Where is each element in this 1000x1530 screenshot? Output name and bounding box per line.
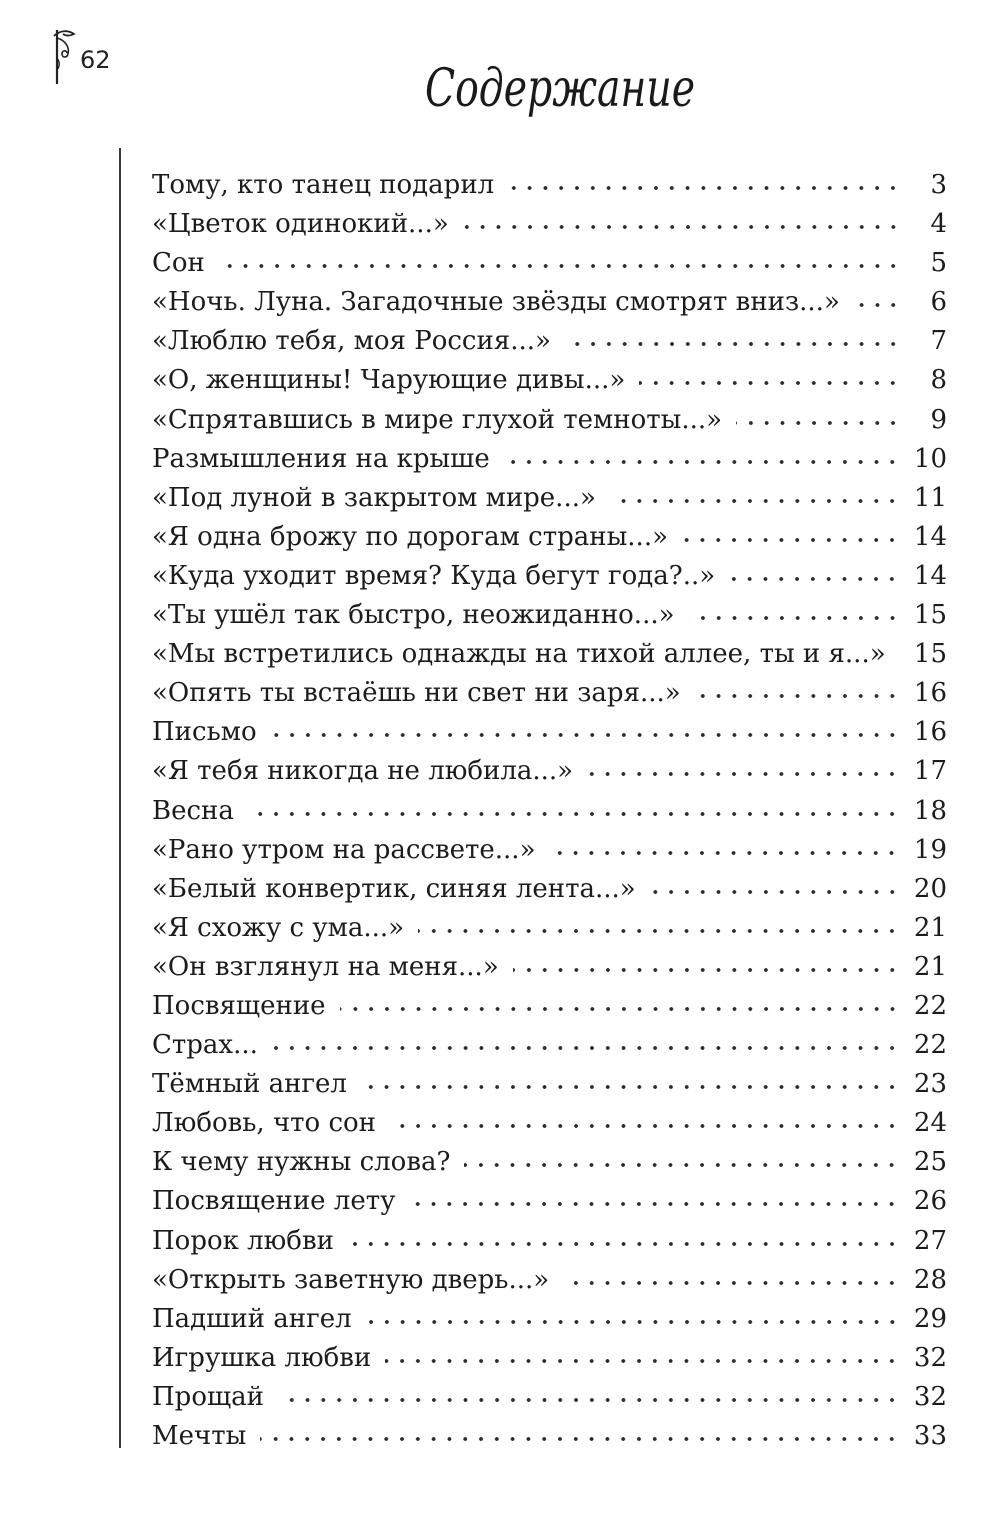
toc-entry-title: «Я тебя никогда не любила...» [152, 756, 574, 787]
toc-entry[interactable] [152, 1417, 947, 1456]
toc-entry[interactable] [152, 205, 947, 244]
toc-entry[interactable] [152, 596, 947, 635]
toc-entry-title: «Белый конвертик, синяя лента...» [152, 873, 636, 904]
toc-entry-title: Мечты [152, 1421, 247, 1451]
toc-entry-title: «Под луной в закрытом мире...» [152, 482, 596, 513]
toc-entry[interactable] [152, 1222, 947, 1261]
toc-entry[interactable] [152, 518, 947, 557]
dot-leader [587, 770, 900, 778]
toc-entry-page: 6 [930, 287, 947, 318]
dot-leader [464, 1161, 900, 1169]
toc-entry-page: 29 [913, 1303, 947, 1334]
dot-leader [565, 340, 901, 348]
dot-leader [385, 1357, 900, 1365]
toc-entry[interactable] [152, 1143, 947, 1182]
toc-entry[interactable] [152, 401, 947, 440]
toc-entry-page: 16 [913, 717, 947, 748]
toc-entry-page: 19 [913, 834, 947, 865]
toc-entry[interactable] [152, 1026, 947, 1065]
toc-entry[interactable] [152, 1065, 947, 1104]
toc-entry[interactable] [152, 674, 947, 713]
dot-leader [513, 966, 900, 974]
toc-entry-title: «Опять ты встаёшь ни свет ни заря...» [152, 678, 681, 709]
toc-entry-title: «Открыть заветную дверь...» [152, 1264, 550, 1295]
toc-entry-title: «Ночь. Луна. Загадочные звёзды смотрят вниз...» [152, 287, 840, 318]
dot-leader [260, 1435, 900, 1443]
toc-entry-title: «Рано утром на рассвете...» [152, 834, 536, 865]
dot-leader [340, 1005, 900, 1013]
dot-leader [504, 458, 900, 466]
toc-entry-title: Сон [152, 248, 205, 279]
page-header [52, 28, 122, 88]
page-title [415, 40, 715, 130]
toc-entry-title: Весна [152, 795, 234, 826]
dot-leader [729, 575, 900, 583]
vertical-rule [119, 148, 121, 1448]
dot-leader [650, 888, 900, 896]
toc-entry[interactable] [152, 244, 947, 283]
toc-entry-page: 26 [913, 1186, 947, 1217]
dot-leader [689, 614, 900, 622]
dot-leader [639, 379, 901, 387]
dot-leader [272, 1044, 900, 1052]
toc-entry-page: 11 [913, 482, 947, 513]
toc-entry[interactable] [152, 1104, 947, 1143]
corner-ornament-icon [52, 28, 78, 86]
toc-entry[interactable] [152, 987, 947, 1026]
dot-leader [854, 301, 901, 309]
toc-entry-page: 21 [913, 951, 947, 982]
toc-entry-title: «Люблю тебя, моя Россия...» [152, 326, 551, 357]
toc-entry-title: Посвящение [152, 990, 326, 1021]
dot-leader [409, 1200, 900, 1208]
toc-entry-title: Письмо [152, 717, 257, 748]
toc-entry-page: 23 [913, 1069, 947, 1100]
toc-entry-page: 20 [913, 873, 947, 904]
toc-entry[interactable] [152, 283, 947, 322]
toc-entry-title: «Я схожу с ума...» [152, 912, 405, 943]
toc-entry-title: «Ты ушёл так быстро, неожиданно...» [152, 600, 675, 631]
toc-entry-page: 9 [930, 404, 947, 435]
toc-entry-page: 7 [930, 326, 947, 357]
toc-entry[interactable] [152, 361, 947, 400]
dot-leader [508, 184, 901, 192]
dot-leader [563, 1279, 900, 1287]
toc-entry-page: 18 [913, 795, 947, 826]
toc-entry-page: 8 [930, 365, 947, 396]
toc-entry-page: 4 [930, 209, 947, 240]
toc-entry-title: Посвящение лету [152, 1186, 396, 1217]
table-of-contents [152, 166, 947, 1456]
toc-entry[interactable] [152, 166, 947, 205]
toc-entry-page: 32 [913, 1381, 947, 1412]
dot-leader [248, 810, 900, 818]
toc-entry-page: 14 [913, 560, 947, 591]
toc-entry[interactable] [152, 713, 947, 752]
toc-entry-page: 25 [913, 1147, 947, 1178]
toc-entry-page: 15 [913, 600, 947, 631]
toc-entry[interactable] [152, 1339, 947, 1378]
toc-entry-title: Порок любви [152, 1225, 334, 1256]
page-title-text: Содержание [425, 59, 695, 119]
toc-entry-title: Размышления на крыше [152, 443, 490, 474]
toc-entry-title: Страх... [152, 1030, 258, 1061]
toc-entry-title: «О, женщины! Чарующие дивы...» [152, 365, 626, 396]
dot-leader [271, 731, 900, 739]
toc-entry[interactable] [152, 909, 947, 948]
dot-leader [736, 419, 901, 427]
toc-entry[interactable] [152, 479, 947, 518]
dot-leader [219, 262, 901, 270]
toc-entry-title: «Он взглянул на меня...» [152, 951, 499, 982]
toc-entry[interactable] [152, 557, 947, 596]
dot-leader [361, 1083, 900, 1091]
dot-leader [366, 1318, 900, 1326]
dot-leader [549, 849, 899, 857]
toc-entry-title: «Мы встретились однажды на тихой аллее, ты и я...» [152, 639, 886, 670]
toc-entry-page: 14 [913, 521, 947, 552]
page-number: 62 [80, 46, 111, 74]
toc-entry[interactable] [152, 792, 947, 831]
toc-entry-title: Любовь, что сон [152, 1108, 376, 1139]
toc-entry-page: 5 [930, 248, 947, 279]
toc-entry-page: 32 [913, 1342, 947, 1373]
toc-entry-page: 22 [913, 1030, 947, 1061]
toc-entry[interactable] [152, 1378, 947, 1417]
toc-entry-title: «Цветок одинокий...» [152, 209, 449, 240]
dot-leader [610, 497, 900, 505]
toc-entry-page: 10 [913, 443, 947, 474]
toc-entry[interactable] [152, 831, 947, 870]
toc-entry[interactable] [152, 948, 947, 987]
toc-entry[interactable] [152, 440, 947, 479]
toc-entry-title: «Я одна брожу по дорогам страны...» [152, 521, 668, 552]
dot-leader [278, 1396, 900, 1404]
toc-entry-page: 27 [913, 1225, 947, 1256]
toc-entry[interactable] [152, 322, 947, 361]
toc-entry-title: К чему нужны слова? [152, 1147, 451, 1178]
toc-entry[interactable] [152, 1261, 947, 1300]
toc-entry-title: Тому, кто танец подарил [152, 170, 495, 200]
toc-entry-page: 16 [913, 678, 947, 709]
toc-entry[interactable] [152, 635, 947, 674]
toc-entry-title: Тёмный ангел [152, 1069, 347, 1100]
toc-entry-page: 21 [913, 912, 947, 943]
dot-leader [418, 927, 900, 935]
toc-entry-page: 15 [913, 639, 947, 670]
toc-entry-title: «Спрятавшись в мире глухой темноты...» [152, 404, 723, 435]
toc-entry-title: Прощай [152, 1381, 264, 1412]
toc-entry-title: «Куда уходит время? Куда бегут года?..» [152, 560, 716, 591]
toc-entry-page: 33 [913, 1421, 947, 1451]
toc-entry[interactable] [152, 752, 947, 791]
toc-entry[interactable] [152, 1182, 947, 1221]
toc-entry-page: 28 [913, 1264, 947, 1295]
toc-entry-title: Игрушка любви [152, 1342, 372, 1373]
dot-leader [695, 692, 900, 700]
dot-leader [463, 223, 901, 231]
toc-entry-title: Падший ангел [152, 1303, 352, 1334]
toc-entry-page: 24 [913, 1108, 947, 1139]
toc-entry-page: 17 [913, 756, 947, 787]
toc-entry-page: 22 [913, 990, 947, 1021]
dot-leader [390, 1122, 900, 1130]
dot-leader [348, 1240, 900, 1248]
toc-entry-page: 3 [930, 170, 947, 200]
toc-entry[interactable] [152, 1300, 947, 1339]
toc-entry[interactable] [152, 870, 947, 909]
dot-leader [682, 536, 900, 544]
